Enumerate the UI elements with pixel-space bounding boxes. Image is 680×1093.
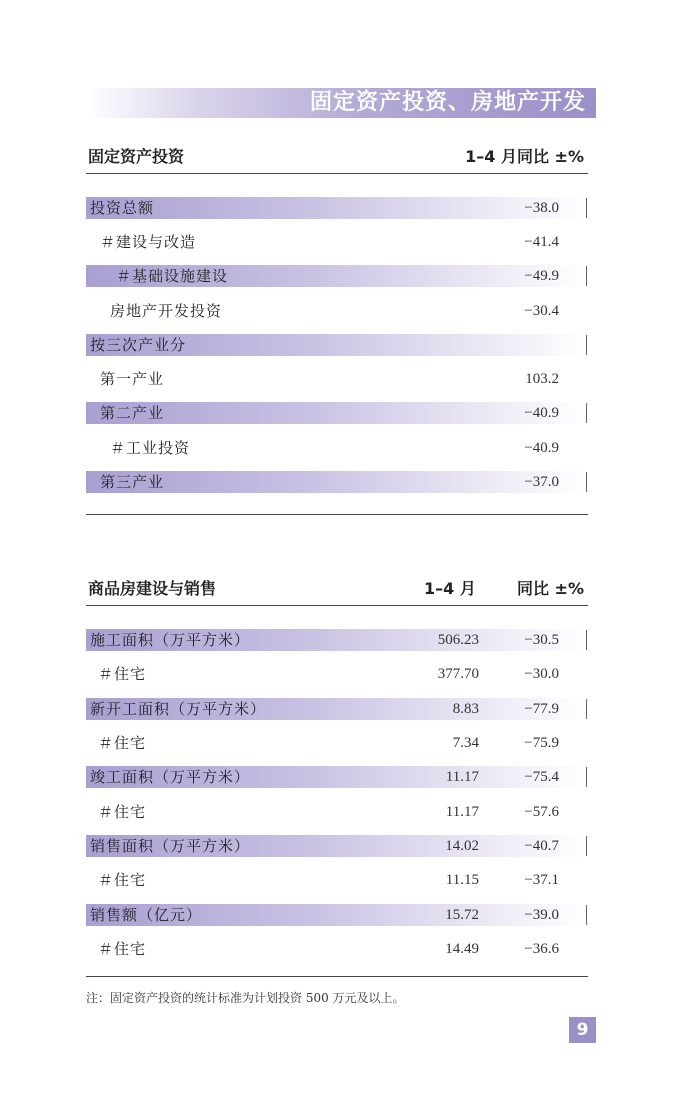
row-value: 8.83	[452, 701, 479, 717]
row-value: 15.72	[445, 907, 479, 923]
row-value: 14.49	[445, 941, 479, 957]
row-label: ＃住宅	[98, 803, 147, 821]
table-row	[86, 437, 588, 459]
row-change: −75.4	[524, 769, 559, 785]
table-row	[86, 766, 588, 788]
row-change: −30.0	[524, 666, 559, 682]
section1-title: 固定资产投资	[88, 147, 185, 166]
row-value: 7.34	[452, 735, 479, 751]
table-row	[86, 732, 588, 754]
row-label: ＃住宅	[98, 734, 147, 752]
table-row	[86, 904, 588, 926]
section2-column-period: 1–4 月	[424, 579, 476, 598]
row-value: 11.17	[445, 804, 479, 820]
table-row	[86, 663, 588, 685]
table-row	[86, 368, 588, 390]
row-change: −40.7	[524, 838, 559, 854]
row-change: −57.6	[524, 804, 559, 820]
table-row	[86, 869, 588, 891]
table-row	[86, 471, 588, 493]
row-label: ＃住宅	[98, 871, 147, 889]
table-row	[86, 197, 588, 219]
row-change: −40.9	[524, 405, 559, 421]
row-label: 按三次产业分	[90, 336, 187, 354]
row-label: 第三产业	[100, 473, 165, 491]
row-label: 房地产开发投资	[110, 302, 223, 320]
table-row	[86, 801, 588, 823]
row-change: −49.9	[524, 268, 559, 284]
row-change: −39.0	[524, 907, 559, 923]
row-label: ＃基础设施建设	[116, 267, 229, 285]
table-row	[86, 402, 588, 424]
row-change: −75.9	[524, 735, 559, 751]
row-change: −30.4	[524, 303, 559, 319]
row-change: −37.0	[524, 474, 559, 490]
row-label: 第一产业	[100, 370, 165, 388]
section1-column-header: 1–4 月同比 ±%	[465, 147, 584, 166]
table-row	[86, 300, 588, 322]
row-label: ＃住宅	[98, 940, 147, 958]
row-change: −38.0	[524, 200, 559, 216]
row-value: 377.70	[437, 666, 479, 682]
row-change: −77.9	[524, 701, 559, 717]
row-change: −41.4	[524, 234, 559, 250]
row-change: −40.9	[524, 440, 559, 456]
table-row	[86, 231, 588, 253]
row-label: ＃工业投资	[110, 439, 191, 457]
section1-header	[86, 143, 588, 174]
row-value: 11.17	[445, 769, 479, 785]
section2-title: 商品房建设与销售	[88, 579, 217, 598]
row-label: 竣工面积（万平方米）	[90, 768, 251, 786]
table-row	[86, 835, 588, 857]
row-change: −30.5	[524, 632, 559, 648]
row-label: 投资总额	[90, 199, 155, 217]
section2-column-change: 同比 ±%	[516, 579, 584, 598]
footnote: 注：固定资产投资的统计标准为计划投资 500 万元及以上。	[86, 991, 405, 1005]
banner-title: 固定资产投资、房地产开发	[309, 90, 586, 115]
section1-bottom-rule	[86, 514, 588, 515]
table-row	[86, 334, 588, 356]
table-row	[86, 698, 588, 720]
row-label: ＃建设与改造	[100, 233, 197, 251]
row-value: 14.02	[445, 838, 479, 854]
table-row	[86, 629, 588, 651]
row-label: 销售面积（万平方米）	[90, 837, 251, 855]
row-change: 103.2	[525, 371, 559, 387]
row-label: 第二产业	[100, 404, 165, 422]
row-label: 施工面积（万平方米）	[90, 631, 251, 649]
section2-bottom-rule	[86, 976, 588, 977]
page-number: 9	[569, 1017, 596, 1043]
row-change: −37.1	[524, 872, 559, 888]
section-banner	[86, 88, 596, 118]
section2-header	[86, 575, 588, 606]
row-label: 新开工面积（万平方米）	[90, 700, 267, 718]
table-row	[86, 938, 588, 960]
row-change: −36.6	[524, 941, 559, 957]
row-value: 11.15	[445, 872, 479, 888]
row-label: 销售额（亿元）	[90, 906, 203, 924]
row-value: 506.23	[437, 632, 479, 648]
row-label: ＃住宅	[98, 665, 147, 683]
table-row	[86, 265, 588, 287]
